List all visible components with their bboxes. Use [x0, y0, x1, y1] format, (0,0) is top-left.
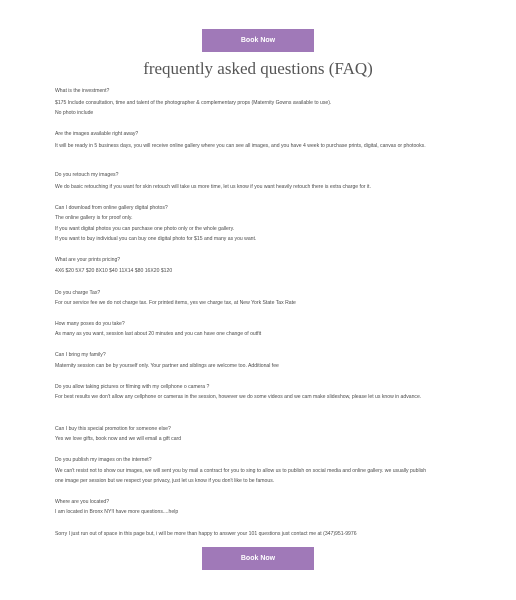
faq-line: $175 Include consultation, time and talent of the photographer & complementary props (Maternity Gowns available to use).	[55, 100, 332, 106]
faq-line: Where are you located?	[55, 499, 110, 505]
book-now-button-bottom[interactable]: Book Now	[202, 547, 314, 570]
faq-line: What are your prints pricing?	[55, 257, 121, 263]
faq-line: 4X6 $20 5X7 $20 8X10 $40 11X14 $80 16X20 $120	[55, 268, 173, 274]
faq-line: For our service fee we do not charge tax. For printed items, yes we charge tax, at New York State Tax Rate	[55, 300, 296, 306]
faq-line: How many poses do you take?	[55, 321, 125, 327]
faq-line: No photo include	[55, 110, 94, 116]
faq-line: It will be ready in 5 business days, you will receive online gallery where you can see all images, and you have 4 week to purchase prints, digital, canvas or photooks.	[55, 143, 426, 149]
page-title: frequently asked questions (FAQ)	[143, 59, 373, 78]
faq-line: Do you charge Tax?	[55, 290, 101, 296]
faq-line: one image per session but we respect your privacy, just let us know if you don't like to be famous.	[55, 478, 275, 484]
faq-line: Do you allow taking pictures or filming with my cellphone o camera ?	[55, 384, 210, 390]
faq-line: Can I download from online gallery digital photos?	[55, 205, 168, 211]
faq-line: Maternity session can be by yourself only. Your partner and siblings are welcome too. Additional fee	[55, 363, 279, 369]
faq-line: If you want digital photos you can purchase one photo only or the whole gallery.	[55, 226, 235, 232]
faq-line: As many as you want, session last about 20 minutes and you can have one change of outfit	[55, 331, 262, 337]
book-now-button-top[interactable]: Book Now	[202, 29, 314, 52]
faq-line: For best results we don't allow any cellphone or cameras in the session, however we do some videos and we cam make slideshow, please let us know in advance.	[55, 394, 422, 400]
faq-line: Are the images available right away?	[55, 131, 139, 137]
faq-line: The online gallery is for proof only.	[55, 215, 133, 221]
faq-line: I am located in Bronx NY!I have more questions....help	[55, 509, 179, 515]
faq-line: If you want to buy individual you can buy one digital photo for $15 and many as you want.	[55, 236, 257, 242]
faq-line: Yes we love gifts, book now and we will email a gift card	[55, 436, 182, 442]
faq-line: We can't resist not to show our images, we will sent you by mail a contract for you to sing to allow us to publish on social media and online gallery. we usually publish	[55, 468, 427, 474]
faq-line: Do you publish my images on the internet?	[55, 457, 152, 463]
faq-line: What is the investment?	[55, 88, 110, 94]
faq-line: Do you retouch my images?	[55, 172, 119, 178]
faq-line: We do basic retouching if you want for skin retouch will take us more time, let us know if you want heavily retouch there is extra charge for it.	[55, 184, 371, 190]
faq-line: Sorry I just run out of space in this page but, i will be more than happy to answer your 101 questions just contact me at (347)951-9976	[55, 531, 357, 537]
faq-line: Can I bring my family?	[55, 352, 106, 358]
faq-line: Can I buy this special promotion for someone else?	[55, 426, 171, 432]
